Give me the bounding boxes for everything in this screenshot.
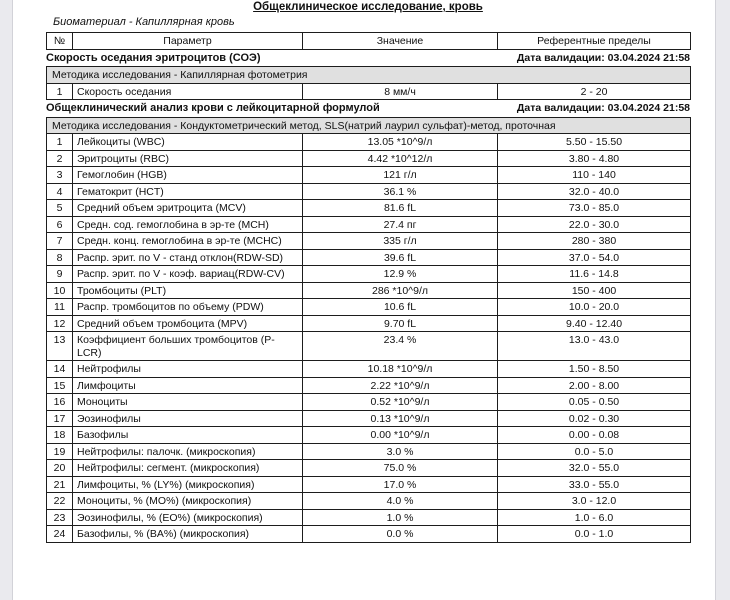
report-section [46,52,690,101]
row-num: 18 [47,427,73,444]
row-num: 11 [47,299,73,316]
table-row [47,299,691,316]
row-param: Лимфоциты [73,377,303,394]
row-value: 23.4 % [303,332,498,361]
row-range: 11.6 - 14.8 [498,266,691,283]
row-range: 1.50 - 8.50 [498,361,691,378]
report-page [13,0,715,600]
row-param: Нейтрофилы [73,361,303,378]
row-num: 2 [47,150,73,167]
row-num: 4 [47,183,73,200]
row-range: 0.02 - 0.30 [498,410,691,427]
row-param: Нейтрофилы: палочк. (микроскопия) [73,443,303,460]
row-range: 3.80 - 4.80 [498,150,691,167]
row-param: Распр. тромбоцитов по объему (PDW) [73,299,303,316]
report-section [46,102,690,543]
row-num: 9 [47,266,73,283]
table-row [47,410,691,427]
table-row [47,83,691,100]
table-row [47,509,691,526]
row-param: Распр. эрит. по V - коэф. вариац(RDW-CV) [73,266,303,283]
row-num: 16 [47,394,73,411]
section-validation-date: Дата валидации: 03.04.2024 21:58 [516,102,690,114]
row-num: 19 [47,443,73,460]
row-range: 10.0 - 20.0 [498,299,691,316]
row-value: 12.9 % [303,266,498,283]
row-num: 24 [47,526,73,543]
row-num: 7 [47,233,73,250]
row-range: 32.0 - 55.0 [498,460,691,477]
row-value: 39.6 fL [303,249,498,266]
row-range: 110 - 140 [498,167,691,184]
row-value: 0.13 *10^9/л [303,410,498,427]
row-value: 17.0 % [303,476,498,493]
row-param: Скорость оседания [73,83,303,100]
row-param: Средн. сод. гемоглобина в эр-те (MCH) [73,216,303,233]
table-row [47,526,691,543]
table-row [47,377,691,394]
row-range: 3.0 - 12.0 [498,493,691,510]
table-row [47,266,691,283]
table-row [47,233,691,250]
row-num: 23 [47,509,73,526]
row-value: 10.18 *10^9/л [303,361,498,378]
section-title: Скорость оседания эритроцитов (СОЭ) [46,51,261,64]
row-param: Базофилы [73,427,303,444]
row-value: 0.0 % [303,526,498,543]
row-value: 121 г/л [303,167,498,184]
row-param: Моноциты [73,394,303,411]
table-row [47,443,691,460]
column-header-num: № [47,33,73,50]
row-range: 0.0 - 1.0 [498,526,691,543]
page-gutter-right [715,0,730,600]
row-param: Эритроциты (RBC) [73,150,303,167]
row-range: 13.0 - 43.0 [498,332,691,361]
page-title: Общеклиническое исследование, кровь [253,1,483,13]
row-value: 286 *10^9/л [303,282,498,299]
row-num: 10 [47,282,73,299]
table-row [47,282,691,299]
table-row [47,167,691,184]
table-row [47,150,691,167]
row-range: 22.0 - 30.0 [498,216,691,233]
row-value: 36.1 % [303,183,498,200]
row-param: Эозинофилы, % (EO%) (микроскопия) [73,509,303,526]
row-num: 8 [47,249,73,266]
row-param: Нейтрофилы: сегмент. (микроскопия) [73,460,303,477]
row-num: 3 [47,167,73,184]
row-range: 37.0 - 54.0 [498,249,691,266]
row-param: Лейкоциты (WBC) [73,134,303,151]
method-row [47,67,691,84]
row-num: 6 [47,216,73,233]
row-num: 14 [47,361,73,378]
table-row [47,315,691,332]
row-value: 3.0 % [303,443,498,460]
table-row [47,249,691,266]
row-range: 2.00 - 8.00 [498,377,691,394]
section-results-table [46,66,691,100]
table-row [47,361,691,378]
row-num: 1 [47,83,73,100]
section-results-table [46,117,691,543]
section-validation-date: Дата валидации: 03.04.2024 21:58 [516,51,690,64]
biomaterial-label: Биоматериал - Капиллярная кровь [53,16,235,28]
row-range: 1.0 - 6.0 [498,509,691,526]
row-value: 0.00 *10^9/л [303,427,498,444]
method-row-text: Методика исследования - Капиллярная фотометрия [47,67,691,84]
row-range: 150 - 400 [498,282,691,299]
row-num: 15 [47,377,73,394]
row-value: 335 г/л [303,233,498,250]
row-param: Гемоглобин (HGB) [73,167,303,184]
row-range: 2 - 20 [498,83,691,100]
row-value: 1.0 % [303,509,498,526]
row-range: 0.00 - 0.08 [498,427,691,444]
row-param: Тромбоциты (PLT) [73,282,303,299]
table-row [47,493,691,510]
row-param: Базофилы, % (BA%) (микроскопия) [73,526,303,543]
method-row [47,117,691,134]
row-num: 22 [47,493,73,510]
section-title: Общеклинический анализ крови с лейкоцитарной формулой [46,102,380,114]
row-range: 73.0 - 85.0 [498,200,691,217]
table-row [47,394,691,411]
row-range: 5.50 - 15.50 [498,134,691,151]
row-range: 280 - 380 [498,233,691,250]
row-value: 9.70 fL [303,315,498,332]
table-row [47,460,691,477]
row-num: 13 [47,332,73,361]
row-value: 81.6 fL [303,200,498,217]
section-header [46,52,690,65]
results-header-table [46,32,691,50]
column-header-value: Значение [303,33,498,50]
section-header [46,102,690,115]
table-row [47,216,691,233]
row-value: 27.4 пг [303,216,498,233]
row-value: 10.6 fL [303,299,498,316]
table-row [47,200,691,217]
row-range: 0.0 - 5.0 [498,443,691,460]
row-value: 4.42 *10^12/л [303,150,498,167]
row-num: 12 [47,315,73,332]
row-num: 5 [47,200,73,217]
table-row [47,183,691,200]
row-value: 13.05 *10^9/л [303,134,498,151]
page-gutter-left [0,0,13,600]
column-header-range: Референтные пределы [498,33,691,50]
row-range: 0.05 - 0.50 [498,394,691,411]
row-num: 17 [47,410,73,427]
column-header-row [47,33,691,50]
row-value: 2.22 *10^9/л [303,377,498,394]
method-row-text: Методика исследования - Кондуктометрический метод, SLS(натрий лаурил сульфат)-метод, проточная [47,117,691,134]
row-param: Коэффициент больших тромбоцитов (P-LCR) [73,332,303,361]
row-param: Лимфоциты, % (LY%) (микроскопия) [73,476,303,493]
row-value: 75.0 % [303,460,498,477]
row-value: 8 мм/ч [303,83,498,100]
row-range: 9.40 - 12.40 [498,315,691,332]
column-header-param: Параметр [73,33,303,50]
row-range: 33.0 - 55.0 [498,476,691,493]
row-param: Средний объем тромбоцита (MPV) [73,315,303,332]
row-num: 20 [47,460,73,477]
table-row [47,476,691,493]
row-param: Эозинофилы [73,410,303,427]
row-param: Моноциты, % (MO%) (микроскопия) [73,493,303,510]
report-sections [46,52,690,543]
lab-report-document [46,1,690,543]
row-param: Гематокрит (HCT) [73,183,303,200]
row-num: 1 [47,134,73,151]
row-value: 4.0 % [303,493,498,510]
row-range: 32.0 - 40.0 [498,183,691,200]
table-row [47,134,691,151]
row-value: 0.52 *10^9/л [303,394,498,411]
table-row [47,332,691,361]
row-param: Средний объем эритроцита (MCV) [73,200,303,217]
row-num: 21 [47,476,73,493]
row-param: Распр. эрит. по V - станд отклон(RDW-SD) [73,249,303,266]
table-row [47,427,691,444]
row-param: Средн. конц. гемоглобина в эр-те (MCHC) [73,233,303,250]
